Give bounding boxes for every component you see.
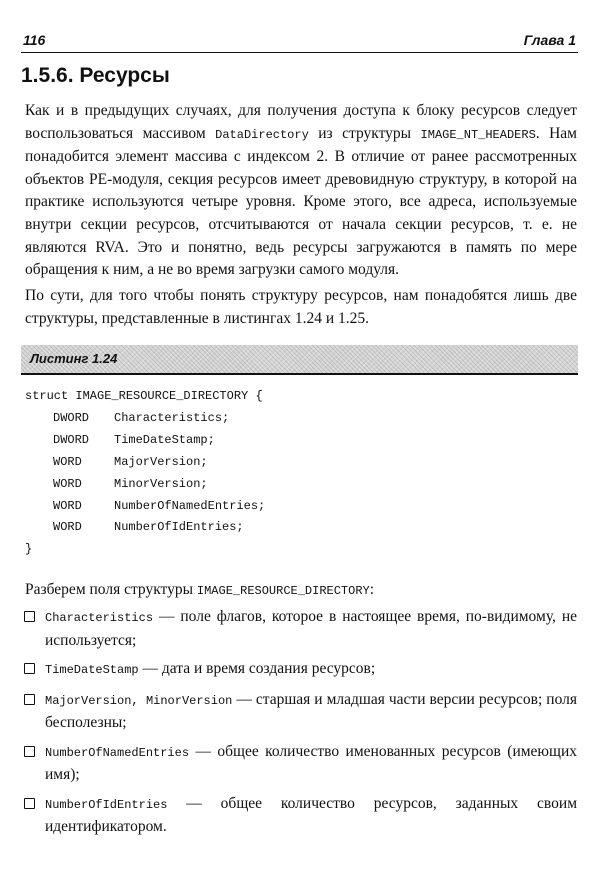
field-type: WORD (53, 520, 82, 535)
inline-code-image-nt-headers: IMAGE_NT_HEADERS (420, 127, 536, 142)
paragraph-structures: По сути, для того чтобы понять структуру ресурсов, нам понадобятся лишь две структуры, представленные в листингах 1.24 и 1.25. (25, 287, 577, 327)
list-item (21, 689, 577, 734)
fields-intro (25, 579, 374, 602)
listing-label: Листинг 1.24 (30, 351, 118, 366)
code-line-field (25, 408, 265, 430)
field-type: WORD (53, 498, 82, 513)
code-line-struct-open: struct IMAGE_RESOURCE_DIRECTORY { (25, 389, 263, 403)
code-line-field (25, 430, 265, 452)
field-description: — поле флагов, которое в настоящее время, по-видимому, не используется; (45, 608, 577, 649)
field-code: NumberOfNamedEntries (45, 745, 190, 760)
code-line-field (25, 517, 265, 539)
inline-code-struct-name: IMAGE_RESOURCE_DIRECTORY (196, 584, 370, 598)
field-name: MajorVersion; (114, 454, 208, 469)
field-description: — дата и время создания ресурсов; (138, 660, 376, 677)
checkbox-bullet-icon (24, 663, 35, 674)
paragraph-text: из структуры (308, 124, 421, 142)
field-description-list (21, 606, 577, 845)
code-line-field (25, 474, 265, 496)
checkbox-bullet-icon (24, 746, 35, 757)
field-type: DWORD (53, 410, 90, 425)
page-number: 116 (23, 32, 46, 48)
checkbox-bullet-icon (24, 611, 35, 622)
inline-code-datadirectory: DataDirectory (215, 127, 309, 142)
field-description: — общее количество именованных ресурсов (имеющих имя); (45, 742, 577, 783)
field-code: NumberOfIdEntries (45, 797, 168, 812)
checkbox-bullet-icon (24, 694, 35, 705)
field-name: MinorVersion; (114, 476, 208, 491)
field-name: TimeDateStamp; (114, 432, 215, 447)
intro-text: Разберем поля структуры (25, 581, 197, 598)
field-name: NumberOfIdEntries; (114, 520, 244, 535)
list-item (21, 741, 577, 786)
field-name: Characteristics; (114, 410, 230, 425)
chapter-label: Глава 1 (523, 32, 576, 48)
field-code: Characteristics (45, 611, 154, 625)
code-line-field (25, 496, 265, 518)
checkbox-bullet-icon (24, 798, 35, 809)
paragraph-intro (25, 100, 577, 282)
field-description: — общее количество ресурсов, заданных своим идентификатором. (45, 794, 577, 835)
field-description: — старшая и младшая части версии ресурсов; поля бесполезны; (45, 690, 577, 731)
intro-tail: : (369, 581, 375, 598)
paragraph-text: . Нам понадобится элемент массива с индексом 2. В отличие от ранее рассмотренных объектов PE-модуля, секция ресурсов имеет древовидную структуру, в которой на практике используются четыре уровня. Кроме этого, все адреса, используемые внутри секции ресурсов, отсчитываются от начала секции ресурсов, т. е. не являются RVA. Это и понятно, ведь ресурсы загружаются в память по мере обращения к ним, а не во время загрузки самого модуля. (25, 124, 577, 279)
page-header (21, 30, 578, 53)
list-item (21, 606, 577, 651)
field-code: MajorVersion, MinorVersion (45, 693, 233, 708)
code-line-struct-close: } (25, 542, 33, 557)
field-name: NumberOfNamedEntries; (114, 498, 266, 513)
field-type: DWORD (53, 432, 90, 447)
code-listing (25, 386, 265, 561)
field-code: TimeDateStamp (45, 663, 139, 677)
field-type: WORD (53, 454, 82, 469)
code-line-field (25, 452, 265, 474)
paragraph-text: Как и в предыдущих случаях, для получения доступа к блоку ресурсов следует воспользоваться массивом (25, 102, 577, 142)
listing-header-bar (21, 345, 578, 375)
list-item (21, 793, 577, 838)
list-item (21, 658, 577, 682)
field-type: WORD (53, 476, 82, 491)
section-title: 1.5.6. Ресурсы (21, 64, 170, 87)
